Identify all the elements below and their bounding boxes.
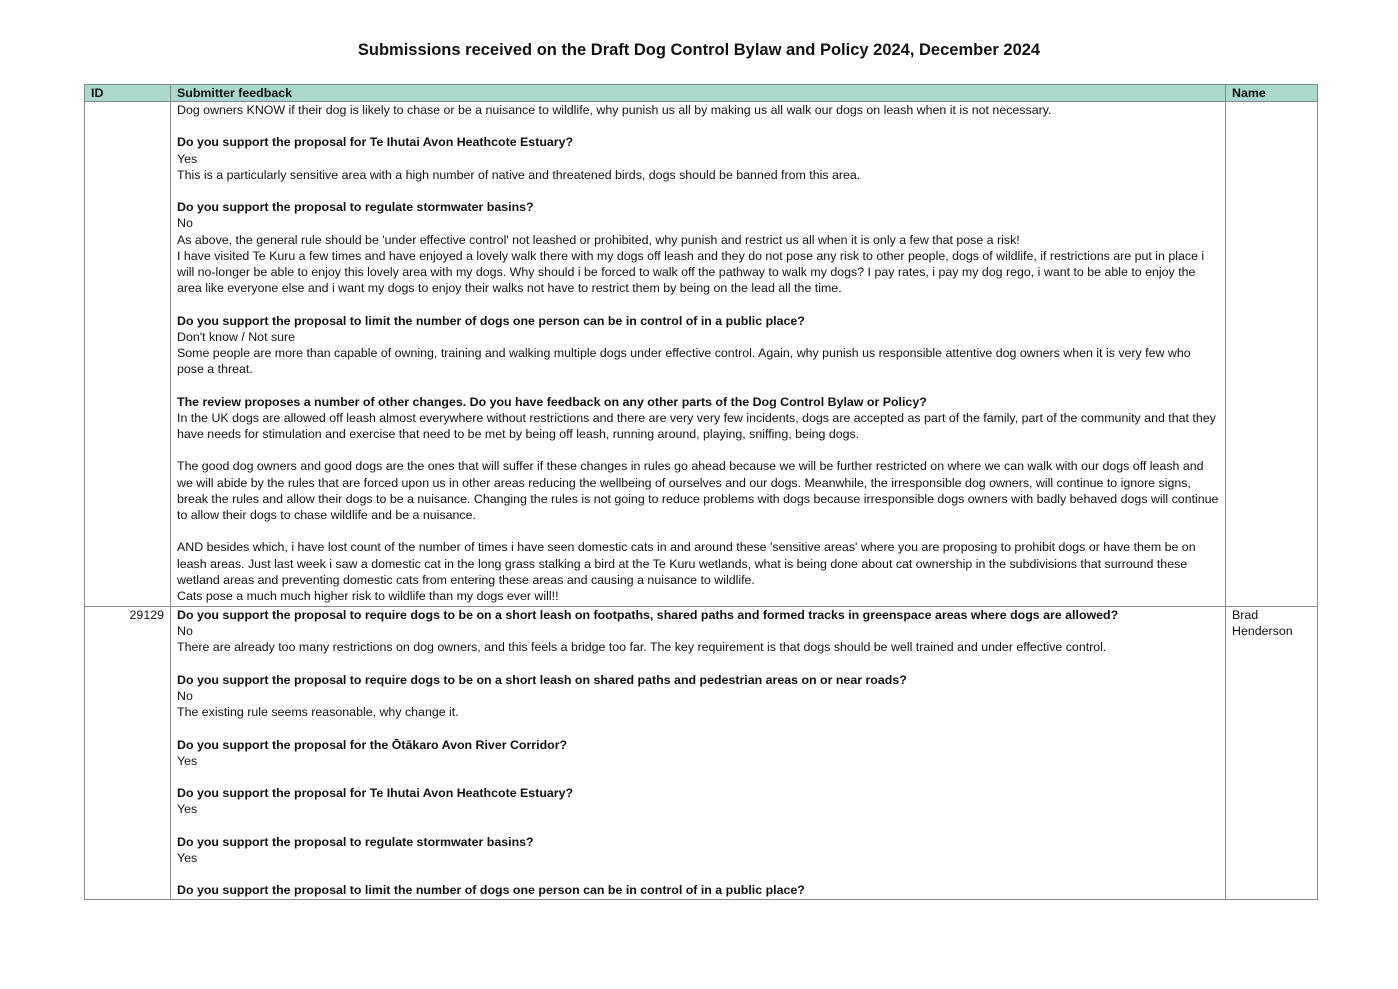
feedback-answer: Dog owners KNOW if their dog is likely to chase or be a nuisance to wildlife, why punish us all by making us all walk our dogs on leash when it is not necessary. bbox=[177, 103, 1052, 117]
page-title: Submissions received on the Draft Dog Control Bylaw and Policy 2024, December 2024 bbox=[357, 41, 1041, 59]
feedback-answer: Yes bbox=[177, 850, 198, 865]
column-header-id: ID bbox=[85, 85, 171, 102]
feedback-comment: The existing rule seems reasonable, why change it. bbox=[177, 705, 459, 720]
feedback-question: Do you support the proposal to limit the number of dogs one person can be in control of in a public place? bbox=[177, 883, 805, 898]
feedback-answer: Yes bbox=[177, 753, 198, 768]
feedback-comment: Some people are more than capable of owning, training and walking multiple dogs under effective control. Again, why punish us responsible attentive dog owners when it is very few who pose a threat. bbox=[177, 346, 1191, 377]
submitter-feedback bbox=[171, 102, 1226, 607]
feedback-comment: As above, the general rule should be 'under effective control' not leashed or prohibited, why punish and restrict us all when it is only a few that pose a risk! bbox=[177, 232, 1020, 247]
feedback-question: Do you support the proposal for Te Ihutai Avon Heathcote Estuary? bbox=[177, 786, 574, 801]
feedback-question: Do you support the proposal to regulate stormwater basins? bbox=[177, 834, 534, 849]
column-header-feedback: Submitter feedback bbox=[171, 85, 1226, 102]
feedback-comment: This is a particularly sensitive area with a high number of native and threatened birds, dogs should be banned from this area. bbox=[177, 167, 861, 182]
feedback-answer: In the UK dogs are allowed off leash almost everywhere without restrictions and there are very very few incidents, dogs are accepted as part of the family, part of the community and that they have needs for stimulation and exercise that need to be met by being off leash, running around, playing, sniffing, being dogs. bbox=[177, 410, 1216, 441]
feedback-answer: Yes bbox=[177, 151, 198, 166]
submissions-table bbox=[84, 84, 1318, 900]
feedback-paragraph: AND besides which, i have lost count of the number of times i have seen domestic cats in and around these 'sensitive areas' where you are proposing to prohibit dogs or have them be on leash areas. Just last week i saw a domestic cat in the long grass stalking a bird at the Te Kuru wetlands, what is being done about cat ownership in the subdivisions that surround these wetland areas and preventing domestic cats from entering these areas and causing a nuisance to wildlife. bbox=[177, 540, 1196, 587]
feedback-answer: Yes bbox=[177, 802, 198, 817]
feedback-comment: There are already too many restrictions on dog owners, and this feels a bridge too far. The key requirement is that dogs should be well trained and under effective control. bbox=[177, 640, 1107, 655]
feedback-comment: Cats pose a much much higher risk to wildlife than my dogs ever will!! bbox=[177, 589, 559, 603]
feedback-answer: No bbox=[177, 624, 193, 639]
submission-id: 29129 bbox=[85, 607, 171, 900]
feedback-question: Do you support the proposal for the Ōtākaro Avon River Corridor? bbox=[177, 737, 568, 752]
feedback-answer: No bbox=[177, 216, 193, 231]
submitter-name: Brad Henderson bbox=[1226, 607, 1318, 900]
submitter-name bbox=[1226, 102, 1318, 607]
submission-id bbox=[85, 102, 171, 607]
table-row bbox=[85, 102, 1318, 607]
submitter-feedback bbox=[171, 607, 1226, 900]
feedback-comment: I have visited Te Kuru a few times and have enjoyed a lovely walk there with my dogs off leash and they do not pose any risk to other people, dogs of wildlife, if restrictions are put in place i will no-longer be able to enjoy this lovely area with my dogs. Why should i be forced to walk off the pathway to walk my dogs? I pay rates, i pay my dog rego, i want to be able to enjoy the area like everyone else and i want my dogs to enjoy their walks not have to restrict them by being on the lead all the time. bbox=[177, 248, 1205, 296]
feedback-answer: No bbox=[177, 689, 193, 703]
feedback-question: Do you support the proposal to limit the number of dogs one person can be in control of in a public place? bbox=[177, 313, 805, 328]
feedback-question: Do you support the proposal to regulate stormwater basins? bbox=[177, 200, 534, 215]
feedback-question: Do you support the proposal to require dogs to be on a short leash on shared paths and pedestrian areas on or near roads? bbox=[177, 672, 907, 687]
table-header-row bbox=[85, 85, 1318, 102]
feedback-question: Do you support the proposal to require dogs to be on a short leash on footpaths, shared paths and formed tracks in greenspace areas where dogs are allowed? bbox=[177, 608, 1119, 622]
feedback-answer: Don't know / Not sure bbox=[177, 329, 296, 344]
column-header-name: Name bbox=[1226, 85, 1318, 102]
table-row bbox=[85, 607, 1318, 900]
feedback-question: The review proposes a number of other changes. Do you have feedback on any other parts of the Dog Control Bylaw or Policy? bbox=[177, 394, 927, 409]
feedback-paragraph: The good dog owners and good dogs are the ones that will suffer if these changes in rules go ahead because we will be further restricted on where we can walk with our dogs off leash and we will abide by the rules that are forced upon us in other areas reducing the wellbeing of ourselves and our dogs. Meanwhile, the irresponsible dog owners, will continue to ignore signs, break the rules and allow their dogs to be a nuisance. Changing the rules is not going to reduce problems with dogs because irresponsible dogs owners with badly behaved dogs will continue to allow their dogs to chase wildlife and be a nuisance. bbox=[177, 459, 1219, 522]
feedback-question: Do you support the proposal for Te Ihutai Avon Heathcote Estuary? bbox=[177, 135, 574, 150]
